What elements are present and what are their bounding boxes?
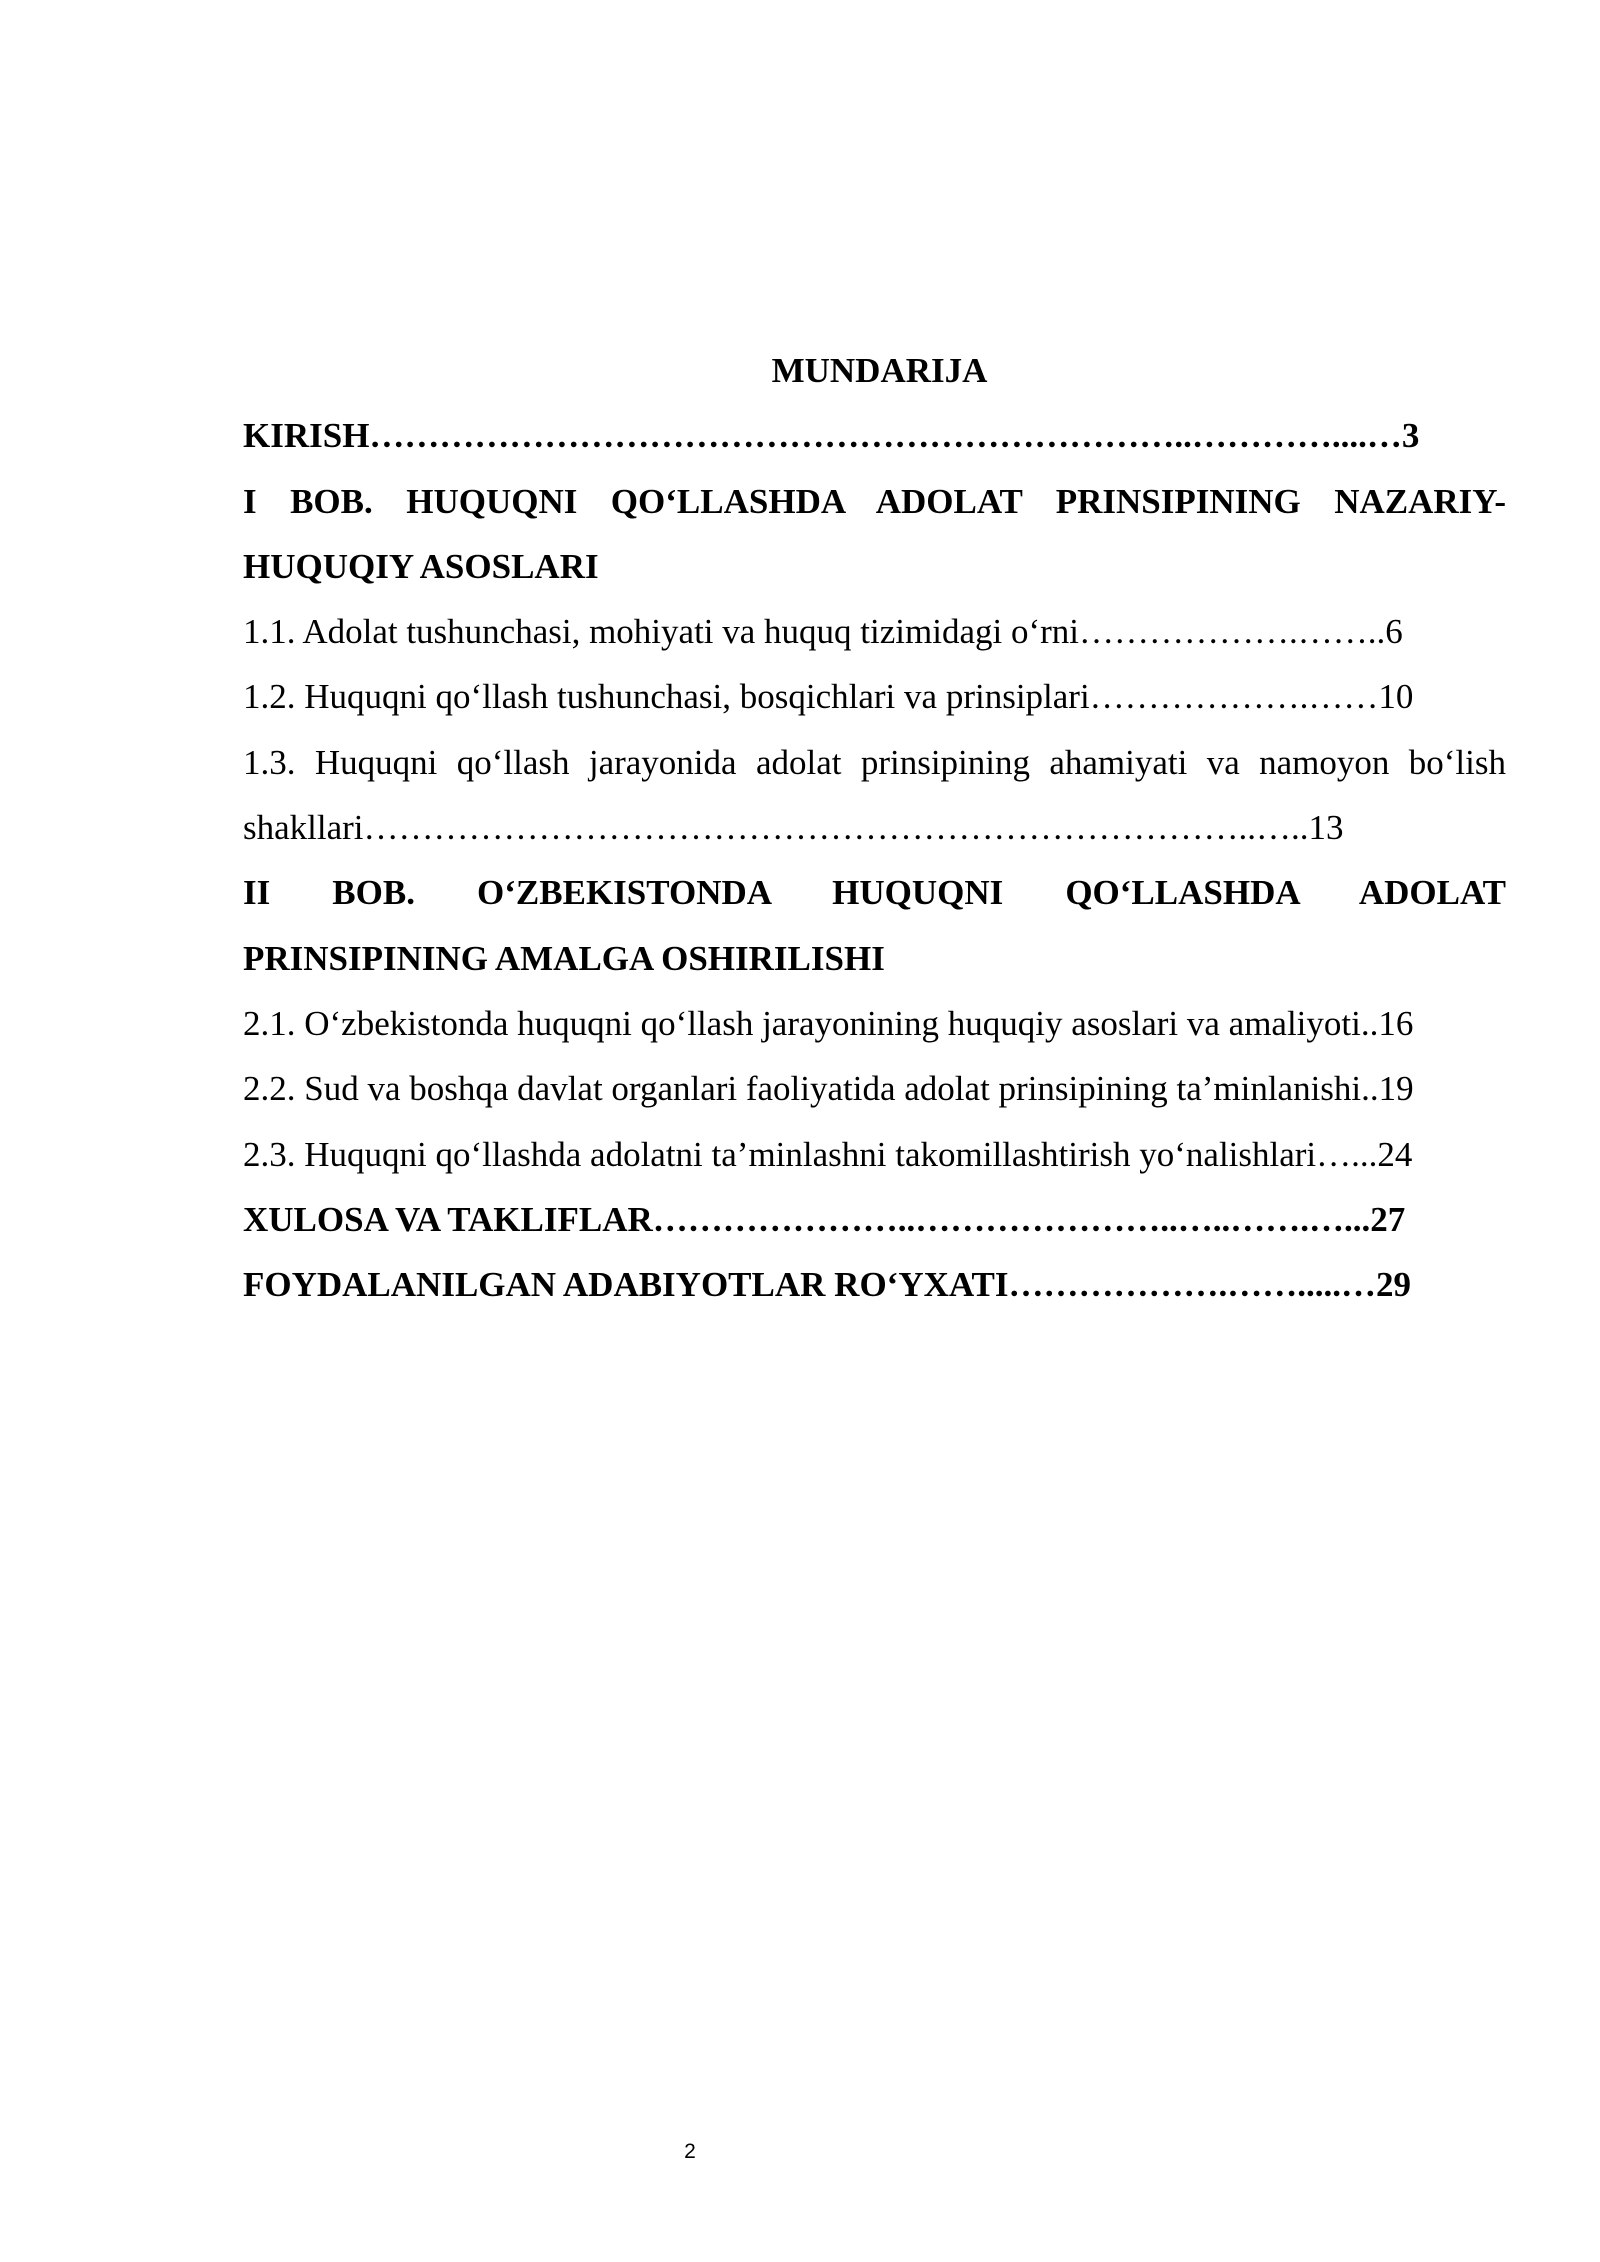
- toc-entry-chapter-1-heading: I BOB. HUQUQNI QO‘LLASHDA ADOLAT PRINSIPINING NAZARIY-: [243, 481, 1506, 521]
- toc-entry-chapter-1-heading-cont: HUQUQIY ASOSLARI: [243, 546, 599, 586]
- toc-entry-2-3: 2.3. Huquqni qo‘llashda adolatni ta’minlashni takomillashtirish yo‘nalishlari…...24: [243, 1134, 1413, 1174]
- toc-entry-kirish: KIRISH……………………………………………………………..…………....…3: [243, 416, 1420, 456]
- toc-entry-2-2: 2.2. Sud va boshqa davlat organlari faoliyatida adolat prinsipining ta’minlanishi..19: [243, 1069, 1414, 1109]
- toc-entry-1-2: 1.2. Huquqni qo‘llash tushunchasi, bosqichlari va prinsiplari……………….……10: [243, 677, 1414, 717]
- toc-entry-chapter-2-heading: II BOB. O‘ZBEKISTONDA HUQUQNI QO‘LLASHDA ADOLAT: [243, 873, 1506, 913]
- toc-entry-xulosa: XULOSA VA TAKLIFLAR…………………..…………………..…..…….…...27: [243, 1199, 1406, 1239]
- toc-entry-chapter-2-heading-cont: PRINSIPINING AMALGA OSHIRILISHI: [243, 938, 885, 978]
- toc-entry-adabiyotlar: FOYDALANILGAN ADABIYOTLAR RO‘YXATI……………….…….....…29: [243, 1265, 1412, 1305]
- table-of-contents: [243, 338, 1506, 1317]
- toc-entry-2-1: 2.1. O‘zbekistonda huquqni qo‘llash jarayonining huquqiy asoslari va amaliyoti..16: [243, 1003, 1414, 1043]
- toc-title: MUNDARIJA: [771, 351, 988, 390]
- toc-entry-1-1: 1.1. Adolat tushunchasi, mohiyati va huquq tizimidagi o‘rni……………….……..6: [243, 612, 1403, 652]
- toc-entry-1-3-cont: shakllari…………………………………………………………………..…..13: [243, 808, 1344, 848]
- page-number: 2: [684, 2140, 696, 2163]
- toc-entry-1-3: 1.3. Huquqni qo‘llash jarayonida adolat prinsipining ahamiyati va namoyon bo‘lish: [243, 742, 1506, 782]
